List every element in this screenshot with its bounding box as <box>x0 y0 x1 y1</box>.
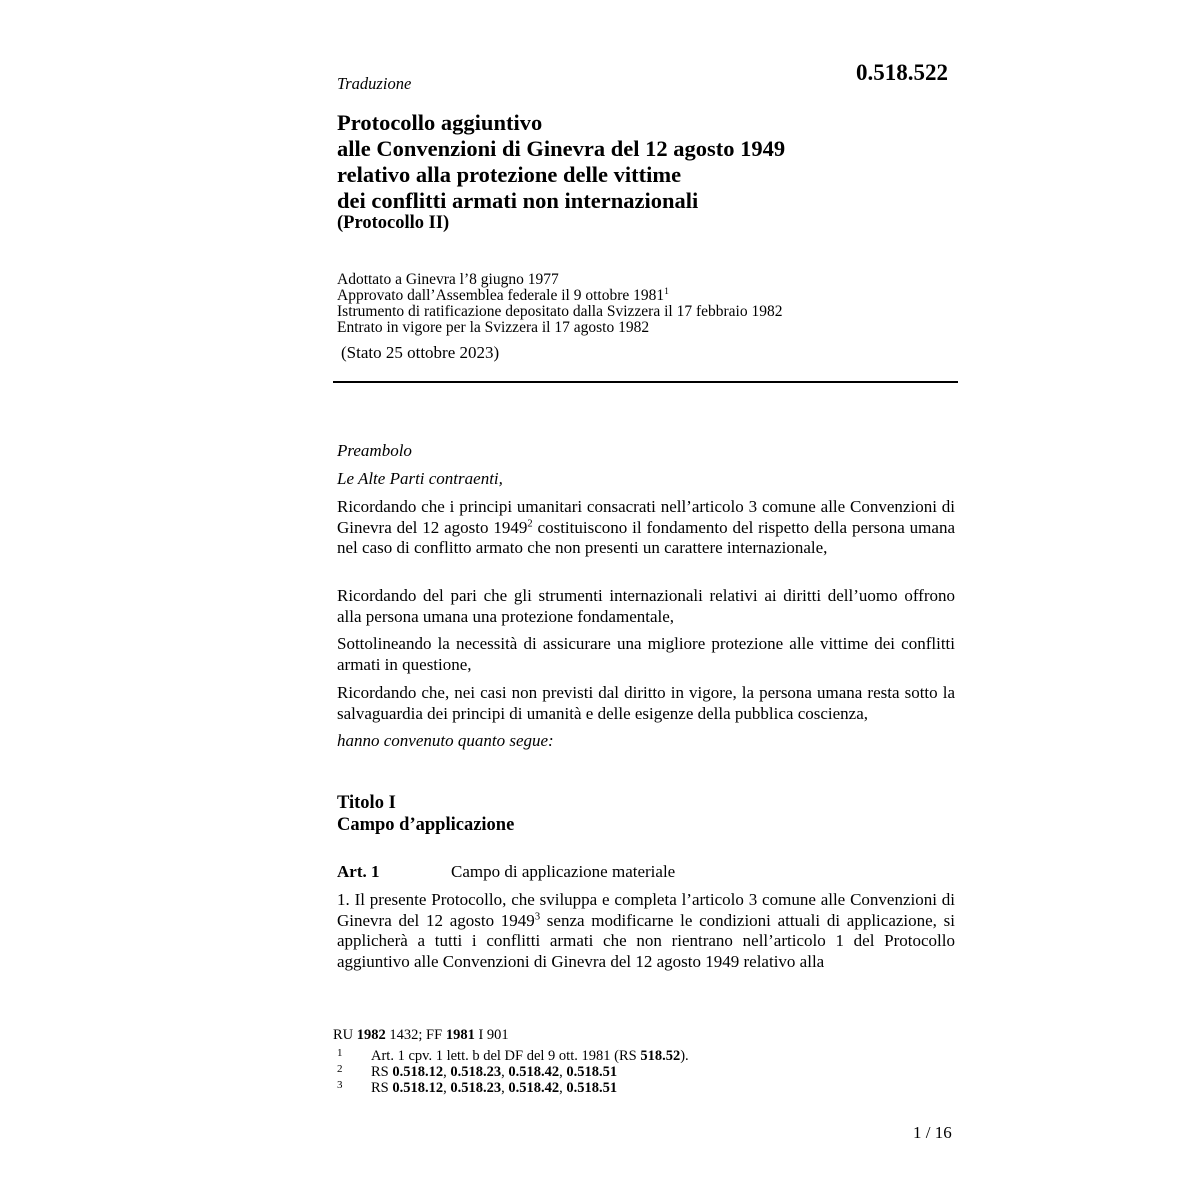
page-number: 1 / 16 <box>913 1123 952 1142</box>
footnote-number: 3 <box>337 1079 343 1091</box>
document-metadata <box>337 272 782 336</box>
preamble-heading: Preambolo <box>337 441 412 460</box>
in-force-line: Entrato in vigore per la Svizzera il 17 agosto 1982 <box>337 319 650 336</box>
document-subtitle: (Protocollo II) <box>337 213 450 233</box>
footnote-text: RS 0.518.12, 0.518.23, 0.518.42, 0.518.51 <box>371 1080 618 1096</box>
preamble-paragraph: Ricordando del pari che gli strumenti internazionali relativi ai diritti dell’uomo offrono alla persona umana una protezione fondamentale, <box>337 586 955 626</box>
title-line: dei conflitti armati non internazionali <box>337 188 699 213</box>
preamble-parties: Le Alte Parti contraenti, <box>337 469 503 488</box>
section-name: Campo d’applicazione <box>337 815 515 835</box>
article-heading: Campo di applicazione materiale <box>451 862 676 881</box>
approved-line: Approvato dall’Assemblea federale il 9 ottobre 1981$^1$ <box>337 285 669 304</box>
footnote-number: 1 <box>337 1047 343 1059</box>
footnote-text: RS 0.518.12, 0.518.23, 0.518.42, 0.518.51 <box>371 1064 618 1080</box>
section-title <box>337 792 514 836</box>
status-date: (Stato 25 ottobre 2023) <box>341 343 500 362</box>
footnote-number: 2 <box>337 1063 343 1075</box>
footnote-ref[interactable]: 3 <box>534 910 541 922</box>
preamble-paragraph: Sottolineando la necessità di assicurare una migliore protezione alle vittime dei conflitti armati in questione, <box>337 634 955 674</box>
sr-number: 0.518.522 <box>856 60 948 85</box>
ratification-line: Istrumento di ratificazione depositato dalla Svizzera il 17 febbraio 1982 <box>337 303 783 320</box>
article-number: Art. 1 <box>337 862 380 881</box>
title-line: alle Convenzioni di Ginevra del 12 agosto 1949 <box>337 136 786 161</box>
source-reference: RU 1982 1432; FF 1981 I 901 <box>333 1027 509 1043</box>
footnote-text: Art. 1 cpv. 1 lett. b del DF del 9 ott. 1981 (RS 518.52). <box>371 1048 689 1064</box>
preamble-closing: hanno convenuto quanto segue: <box>337 731 554 750</box>
article-paragraph: 1. Il presente Protocollo, che sviluppa e completa l’articolo 3 comune alle Convenzioni di Ginevra del 12 agosto 1949$^3$ senza modificarne le condizioni attuali di applicazione, si applicherà a tutti i conflitti armati che non rientrano nell’articolo 1 del Protocollo aggiuntivo alle Convenzioni di Ginevra del 12 agosto 1949 relativo alla <box>337 890 955 971</box>
section-number: Titolo I <box>337 793 396 813</box>
footnote-ref[interactable]: 2 <box>527 517 533 529</box>
document-title <box>337 110 785 214</box>
title-line: relativo alla protezione delle vittime <box>337 162 682 187</box>
adopted-line: Adottato a Ginevra l’8 giugno 1977 <box>337 271 559 288</box>
footnote-ref[interactable]: 1 <box>664 285 669 297</box>
preamble-paragraph: Ricordando che i principi umanitari consacrati nell’articolo 3 comune alle Convenzioni di Ginevra del 12 agosto 1949$^2$ costituiscono il fondamento del rispetto della persona umana nel caso di conflitto armato che non presenti un carattere internazionale, <box>337 497 955 557</box>
title-line: Protocollo aggiuntivo <box>337 110 543 135</box>
preamble-paragraph: Ricordando che, nei casi non previsti dal diritto in vigore, la persona umana resta sotto la salvaguardia dei principi di umanità e delle esigenze della pubblica coscienza, <box>337 683 955 723</box>
header-divider <box>333 381 958 383</box>
translation-label: Traduzione <box>337 74 412 93</box>
